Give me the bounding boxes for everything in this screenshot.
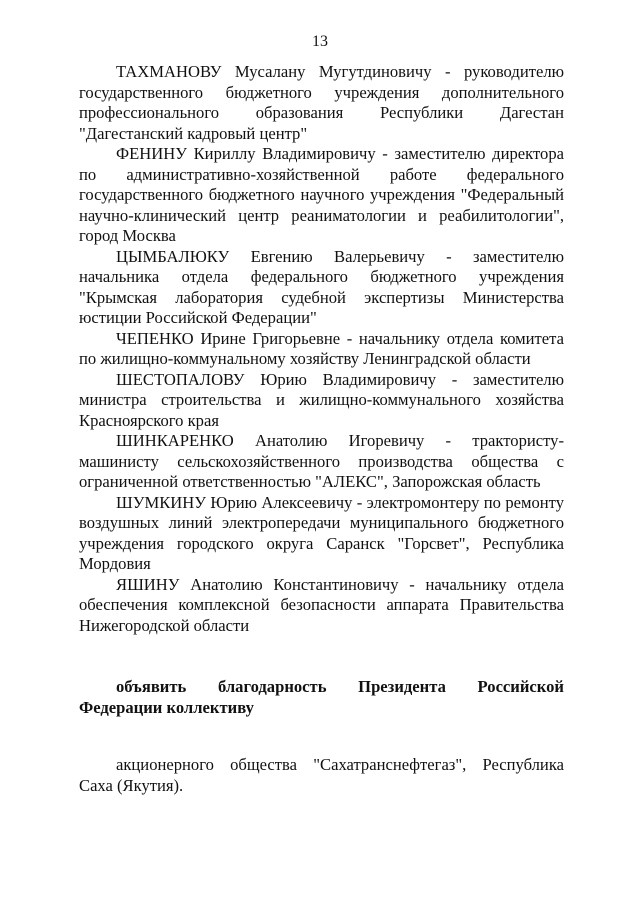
- awardee-paragraph: ЯШИНУ Анатолию Константиновичу - начальнику отдела обеспечения комплексной безопасности аппарата Правительства Нижегородской области: [79, 574, 564, 635]
- awardee-paragraph: ЧЕПЕНКО Ирине Григорьевне - начальнику отдела комитета по жилищно-коммунальному хозяйству Ленинградской области: [79, 328, 564, 368]
- awardee-paragraph: ФЕНИНУ Кириллу Владимировичу - заместителю директора по административно-хозяйственной работе федерального государственного бюджетного научного учреждения "Федеральный научно-клинический центр реаниматологии и реабилитологии", город Москва: [79, 144, 564, 245]
- awardee-paragraph: ШУМКИНУ Юрию Алексеевичу - электромонтеру по ремонту воздушных линий электропередачи муниципального бюджетного учреждения городского округа Саранск "Горсвет", Республика Мордовия: [79, 492, 564, 573]
- decree-heading: объявить благодарность Президента Российской Федерации коллективу: [79, 677, 564, 717]
- awardee-paragraph: ЦЫМБАЛЮКУ Евгению Валерьевичу - заместителю начальника отдела федерального бюджетного учреждения "Крымская лаборатория судебной экспертизы Министерства юстиции Российской Федерации": [79, 246, 564, 327]
- collective-paragraph: акционерного общества "Сахатранснефтегаз", Республика Саха (Якутия).: [79, 755, 564, 795]
- page-number: 13: [312, 33, 328, 50]
- awardee-paragraph: ШЕСТОПАЛОВУ Юрию Владимировичу - заместителю министра строительства и жилищно-коммунального хозяйства Красноярского края: [79, 369, 564, 430]
- awardee-paragraph: ШИНКАРЕНКО Анатолию Игоревичу - трактористу-машинисту сельскохозяйственного производства общества с ограниченной ответственностью "АЛЕКС", Запорожская область: [79, 431, 564, 491]
- awardee-paragraph: ТАХМАНОВУ Мусалану Мугутдиновичу - руководителю государственного бюджетного учреждения дополнительного профессионального образования Республики Дагестан "Дагестанский кадровый центр": [79, 62, 564, 143]
- document-body: [79, 62, 564, 796]
